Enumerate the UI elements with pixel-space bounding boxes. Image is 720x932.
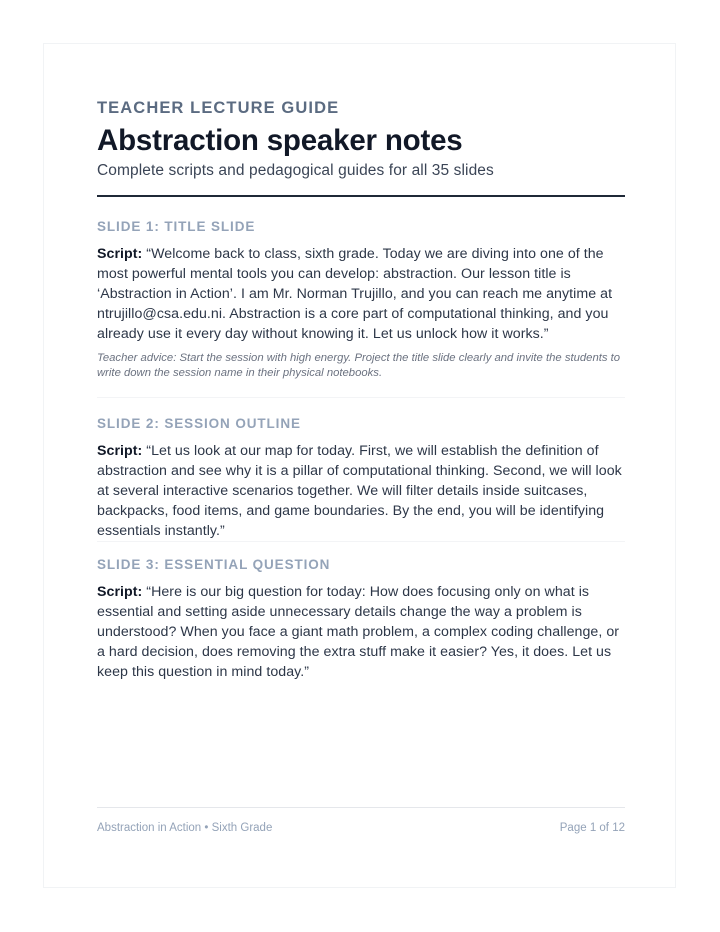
section-divider <box>97 541 625 542</box>
footer-page-number: Page 1 of 12 <box>559 822 625 834</box>
document-page <box>43 43 676 888</box>
script-text: “Welcome back to class, sixth grade. Today we are diving into one of the most powerful mental tools you can develop: abstraction. Our lesson title is ‘Abstraction in Action’. I am Mr. Norman Trujillo, and you can reach me anytime at ntrujillo@csa.edu.ni. Abstraction is a core part of computational thinking, and you already use it every day without knowing it. Let us unlock how it works.” <box>97 246 613 342</box>
slide-notes-section <box>97 415 625 541</box>
document-eyebrow: TEACHER LECTURE GUIDE <box>97 99 340 117</box>
document-title: Abstraction speaker notes <box>97 124 463 157</box>
script-label: Script: <box>97 443 143 459</box>
slide-heading: SLIDE 1: TITLE SLIDE <box>97 219 256 234</box>
footer-divider <box>97 807 625 808</box>
script-label: Script: <box>97 584 143 600</box>
script-label: Script: <box>97 246 143 262</box>
script-text: “Let us look at our map for today. First, we will establish the definition of abstraction and see why it is a pillar of computational thinking. Second, we will look at several interactive scenarios together. We will filter details inside suitcases, backpacks, food items, and game boundaries. By the end, you will be identifying essentials instantly.” <box>97 443 622 539</box>
slide-script <box>97 441 625 541</box>
slide-script <box>97 582 625 682</box>
slide-script <box>97 244 625 344</box>
slide-notes-section <box>97 556 625 682</box>
slide-heading: SLIDE 3: ESSENTIAL QUESTION <box>97 557 331 572</box>
section-divider <box>97 397 625 398</box>
slide-notes-section <box>97 218 625 380</box>
footer-course-label: Abstraction in Action • Sixth Grade <box>97 822 273 834</box>
header-divider <box>97 195 625 197</box>
script-text: “Here is our big question for today: How does focusing only on what is essential and setting aside unnecessary details change the way a problem is understood? When you face a giant math problem, a complex coding challenge, or a hard decision, does removing the extra stuff make it easier? Yes, it does. Let us keep this question in mind today.” <box>97 584 620 680</box>
document-subtitle: Complete scripts and pedagogical guides for all 35 slides <box>97 162 494 179</box>
teacher-advice: Teacher advice: Start the session with high energy. Project the title slide clearly and invite the students to write down the session name in their physical notebooks. <box>97 352 621 379</box>
slide-heading: SLIDE 2: SESSION OUTLINE <box>97 416 301 431</box>
